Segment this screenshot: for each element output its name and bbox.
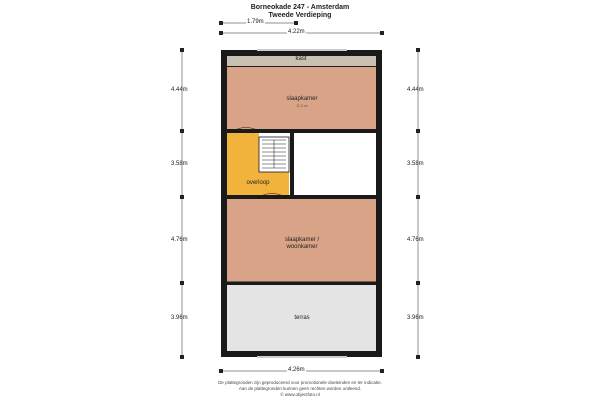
room-label-slaapkamer-woonkamer-1: slaapkamer / xyxy=(284,237,320,243)
room-label-terras: terras xyxy=(294,315,310,321)
dim-right-1: 4.44m xyxy=(407,87,424,93)
room-label-overloop: overloop xyxy=(246,180,270,186)
dim-top-partial: 1.79m xyxy=(247,19,264,25)
dim-bottom: 4.26m xyxy=(288,367,305,373)
footer-line-1: De plattegronden zijn geproduceerd voor promotionele doeleinden en ter indicatie. xyxy=(218,380,382,385)
room-label-slaapkamer-top: slaapkamer xyxy=(286,96,318,102)
room-area-slaapkamer-top: 11.0 m² xyxy=(296,104,308,108)
dim-right-3: 4.76m xyxy=(407,237,424,243)
plan-title: Borneokade 247 - Amsterdam xyxy=(250,4,350,11)
footer-line-3: © www.objectfoto.nl xyxy=(280,392,320,397)
dim-top-full: 4.22m xyxy=(288,29,305,35)
dim-right-4: 3.96m xyxy=(407,315,424,321)
plan-subtitle: Tweede Verdieping xyxy=(268,12,332,19)
footer-line-2: Aan de plattegronden kunnen geen rechten worden ontleend. xyxy=(238,386,362,391)
room-overloop xyxy=(227,133,259,197)
dim-left-3: 4.76m xyxy=(171,237,188,243)
dim-left-2: 3.58m xyxy=(171,161,188,167)
room-label-kast: kast xyxy=(295,56,307,62)
room-label-slaapkamer-woonkamer-2: woonkamer xyxy=(286,244,318,250)
dim-left-1: 4.44m xyxy=(171,87,188,93)
dim-right-2: 3.58m xyxy=(407,161,424,167)
dim-left-4: 3.96m xyxy=(171,315,188,321)
